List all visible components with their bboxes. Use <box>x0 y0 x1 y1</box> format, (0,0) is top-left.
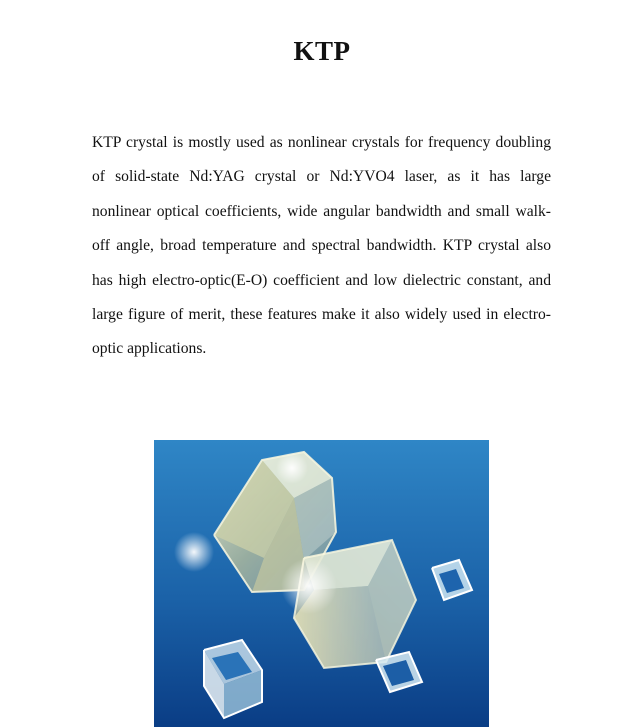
crystal-photo <box>154 440 489 727</box>
light-glow <box>174 532 214 572</box>
page-title: KTP <box>293 36 351 66</box>
light-glow <box>281 558 337 614</box>
light-glow <box>276 452 308 484</box>
body-paragraph: KTP crystal is mostly used as nonlinear crystals for frequency doubling of solid-state Nd:YAG crystal or Nd:YVO4 laser, as it has large nonlinear optical coefficients, wide angular bandwidth and small walk-off angle, broad temperature and spectral bandwidth. KTP crystal also has high electro-optic(E-O) coefficient and low dielectric constant, and large figure of merit, these features make it also widely used in electro-optic applications. <box>92 134 551 358</box>
